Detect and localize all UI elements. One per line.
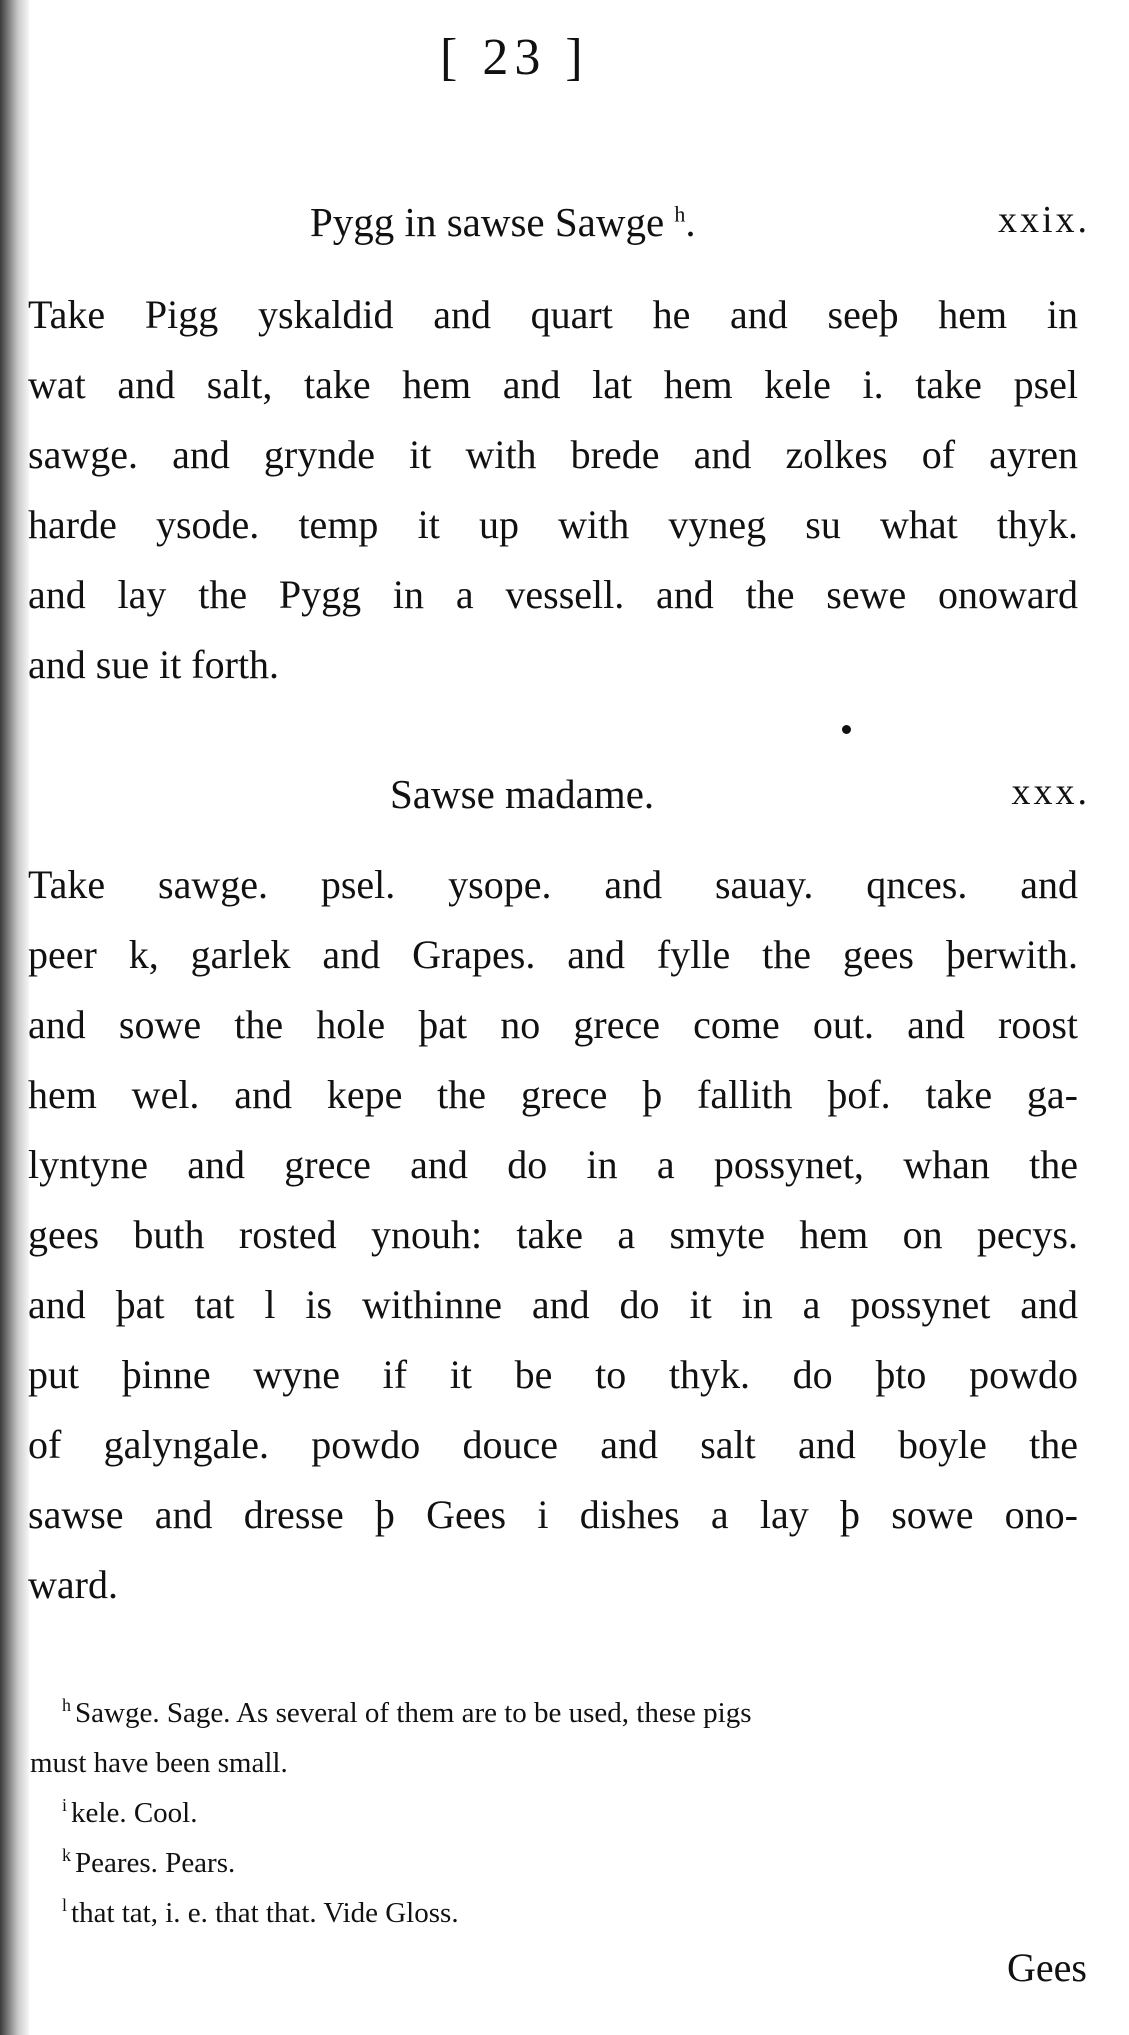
recipe-title: Sawse madame. — [390, 771, 655, 817]
recipe-numeral: xxx. — [1011, 771, 1090, 813]
recipe-line: and lay the Pygg in a vessell. and the sewe onoward — [28, 572, 1078, 617]
recipe-line: and þat tat l is withinne and do it in a possynet and — [28, 1282, 1078, 1327]
ink-speck — [842, 725, 851, 734]
catchword: Gees — [1007, 1945, 1087, 1990]
recipe-line: sawse and dresse þ Gees i dishes a lay þ sowe ono- — [28, 1492, 1078, 1537]
recipe-heading-xxix — [30, 198, 1090, 258]
footnotes — [30, 1688, 1090, 1938]
recipe-line: ward. — [28, 1562, 118, 1607]
page-gutter-shadow — [0, 0, 30, 2035]
recipe-line: peer k, garlek and Grapes. and fylle the gees þerwith. — [28, 932, 1078, 977]
footnote-k: $^k$ Peares. Pears. — [62, 1845, 236, 1879]
recipe-line: gees buth rosted ynouh: take a smyte hem on pecys. — [28, 1212, 1078, 1257]
recipe-line: harde ysode. temp it up with vyneg su what thyk. — [28, 502, 1078, 547]
footnote-ref: h — [674, 201, 686, 227]
footnote-i: $^i$ kele. Cool. — [62, 1795, 198, 1829]
recipe-body-xxix — [28, 280, 1078, 700]
recipe-line: wat and salt, take hem and lat hem kele i. take psel — [28, 362, 1078, 407]
recipe-line: Take sawge. psel. ysope. and sauay. qnces. and — [28, 862, 1078, 907]
recipe-line: and sowe the hole þat no grece come out. and roost — [28, 1002, 1078, 1047]
recipe-line: lyntyne and grece and do in a possynet, whan the — [28, 1142, 1078, 1187]
page-number: [ 23 ] — [440, 29, 589, 86]
footnote-l: $^l$ that tat, i. e. that that. Vide Gloss. — [62, 1895, 459, 1929]
footnote-h-continued: must have been small. — [30, 1747, 288, 1779]
footnote-h: $^h$ Sawge. Sage. As several of them are to be used, these pigs — [62, 1695, 752, 1729]
recipe-line: and sue it forth. — [28, 642, 280, 687]
recipe-line: put þinne wyne if it be to thyk. do þto powdo — [28, 1352, 1078, 1397]
recipe-line: of galyngale. powdo douce and salt and boyle the — [28, 1422, 1078, 1467]
recipe-line: Take Pigg yskaldid and quart he and seeþ hem in — [28, 292, 1078, 337]
recipe-title: Pygg in sawse Sawge $^h$. — [310, 199, 696, 245]
recipe-numeral: xxix. — [997, 199, 1090, 241]
recipe-heading-xxx — [30, 770, 1090, 830]
recipe-body-xxx — [28, 850, 1078, 1620]
recipe-line: sawge. and grynde it with brede and zolkes of ayren — [28, 432, 1078, 477]
recipe-line: hem wel. and kepe the grece þ fallith þof. take ga- — [28, 1072, 1078, 1117]
